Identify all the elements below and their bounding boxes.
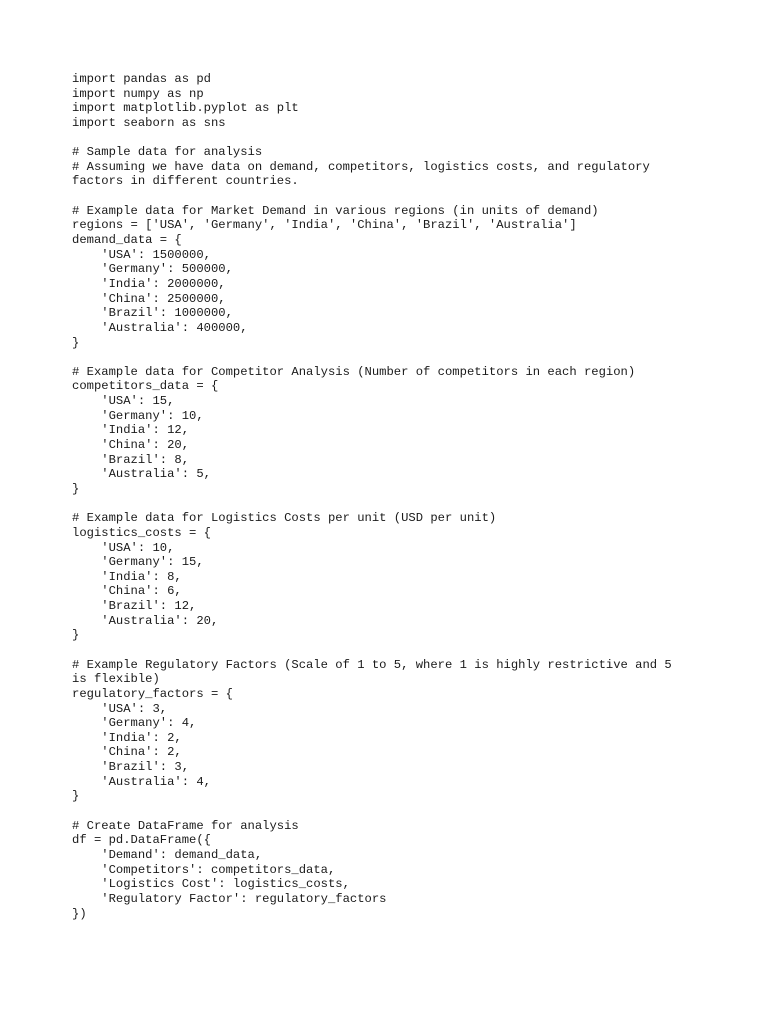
code-line: 'Brazil': 12, bbox=[72, 599, 197, 614]
code-line: # Assuming we have data on demand, competitors, logistics costs, and regulatory bbox=[72, 159, 650, 174]
code-line bbox=[72, 131, 672, 146]
code-line bbox=[72, 643, 672, 658]
code-line: } bbox=[72, 335, 80, 350]
code-line: # Example data for Logistics Costs per unit (USD per unit) bbox=[72, 511, 497, 526]
code-line: import numpy as np bbox=[72, 86, 204, 101]
code-line: # Example data for Competitor Analysis (Number of competitors in each region) bbox=[72, 364, 636, 379]
code-line: import matplotlib.pyplot as plt bbox=[72, 101, 299, 116]
code-line: df = pd.DataFrame({ bbox=[72, 833, 211, 848]
code-line: competitors_data = { bbox=[72, 379, 219, 394]
code-line: 'China': 2, bbox=[72, 745, 182, 760]
code-line: 'Australia': 20, bbox=[72, 613, 219, 628]
code-line: 'China': 6, bbox=[72, 584, 182, 599]
code-line: 'Logistics Cost': logistics_costs, bbox=[72, 877, 350, 892]
code-block bbox=[72, 72, 672, 921]
code-line: 'Australia': 400000, bbox=[72, 320, 248, 335]
code-line: 'Brazil': 8, bbox=[72, 452, 190, 467]
code-line: 'Regulatory Factor': regulatory_factors bbox=[72, 891, 387, 906]
code-line: 'India': 12, bbox=[72, 423, 190, 438]
code-line: 'Germany': 4, bbox=[72, 716, 197, 731]
code-line: } bbox=[72, 628, 80, 643]
code-line bbox=[72, 350, 672, 365]
code-line: regulatory_factors = { bbox=[72, 686, 233, 701]
code-line: # Sample data for analysis bbox=[72, 145, 263, 160]
code-line: import seaborn as sns bbox=[72, 115, 226, 130]
code-line: 'Australia': 5, bbox=[72, 467, 211, 482]
code-line: 'USA': 1500000, bbox=[72, 247, 211, 262]
code-line: 'Demand': demand_data, bbox=[72, 847, 263, 862]
code-line: 'India': 2, bbox=[72, 730, 182, 745]
code-line: 'Brazil': 3, bbox=[72, 760, 190, 775]
code-line: 'Australia': 4, bbox=[72, 774, 211, 789]
code-line bbox=[72, 804, 672, 819]
code-line: # Example Regulatory Factors (Scale of 1 to 5, where 1 is highly restrictive and 5 bbox=[72, 657, 672, 672]
code-line: 'Germany': 10, bbox=[72, 408, 204, 423]
code-line: import pandas as pd bbox=[72, 72, 211, 86]
code-line: 'USA': 15, bbox=[72, 394, 175, 409]
code-line: 'China': 2500000, bbox=[72, 291, 226, 306]
code-line: is flexible) bbox=[72, 672, 160, 687]
code-line: 'India': 2000000, bbox=[72, 276, 226, 291]
code-line: 'USA': 10, bbox=[72, 540, 175, 555]
code-line: 'India': 8, bbox=[72, 569, 182, 584]
code-line: 'Competitors': competitors_data, bbox=[72, 862, 336, 877]
code-line: logistics_costs = { bbox=[72, 525, 211, 540]
code-line: 'Brazil': 1000000, bbox=[72, 306, 233, 321]
code-line: }) bbox=[72, 906, 87, 921]
code-line: regions = ['USA', 'Germany', 'India', 'China', 'Brazil', 'Australia'] bbox=[72, 218, 577, 233]
code-line: # Example data for Market Demand in various regions (in units of demand) bbox=[72, 203, 599, 218]
code-line bbox=[72, 189, 672, 204]
code-line: # Create DataFrame for analysis bbox=[72, 818, 299, 833]
code-line: } bbox=[72, 789, 80, 804]
code-line bbox=[72, 497, 672, 512]
code-line: 'Germany': 15, bbox=[72, 555, 204, 570]
code-line: demand_data = { bbox=[72, 233, 182, 248]
code-line: } bbox=[72, 481, 80, 496]
code-line: 'China': 20, bbox=[72, 438, 190, 453]
code-line: factors in different countries. bbox=[72, 174, 299, 189]
code-line: 'Germany': 500000, bbox=[72, 262, 233, 277]
code-line: 'USA': 3, bbox=[72, 701, 168, 716]
